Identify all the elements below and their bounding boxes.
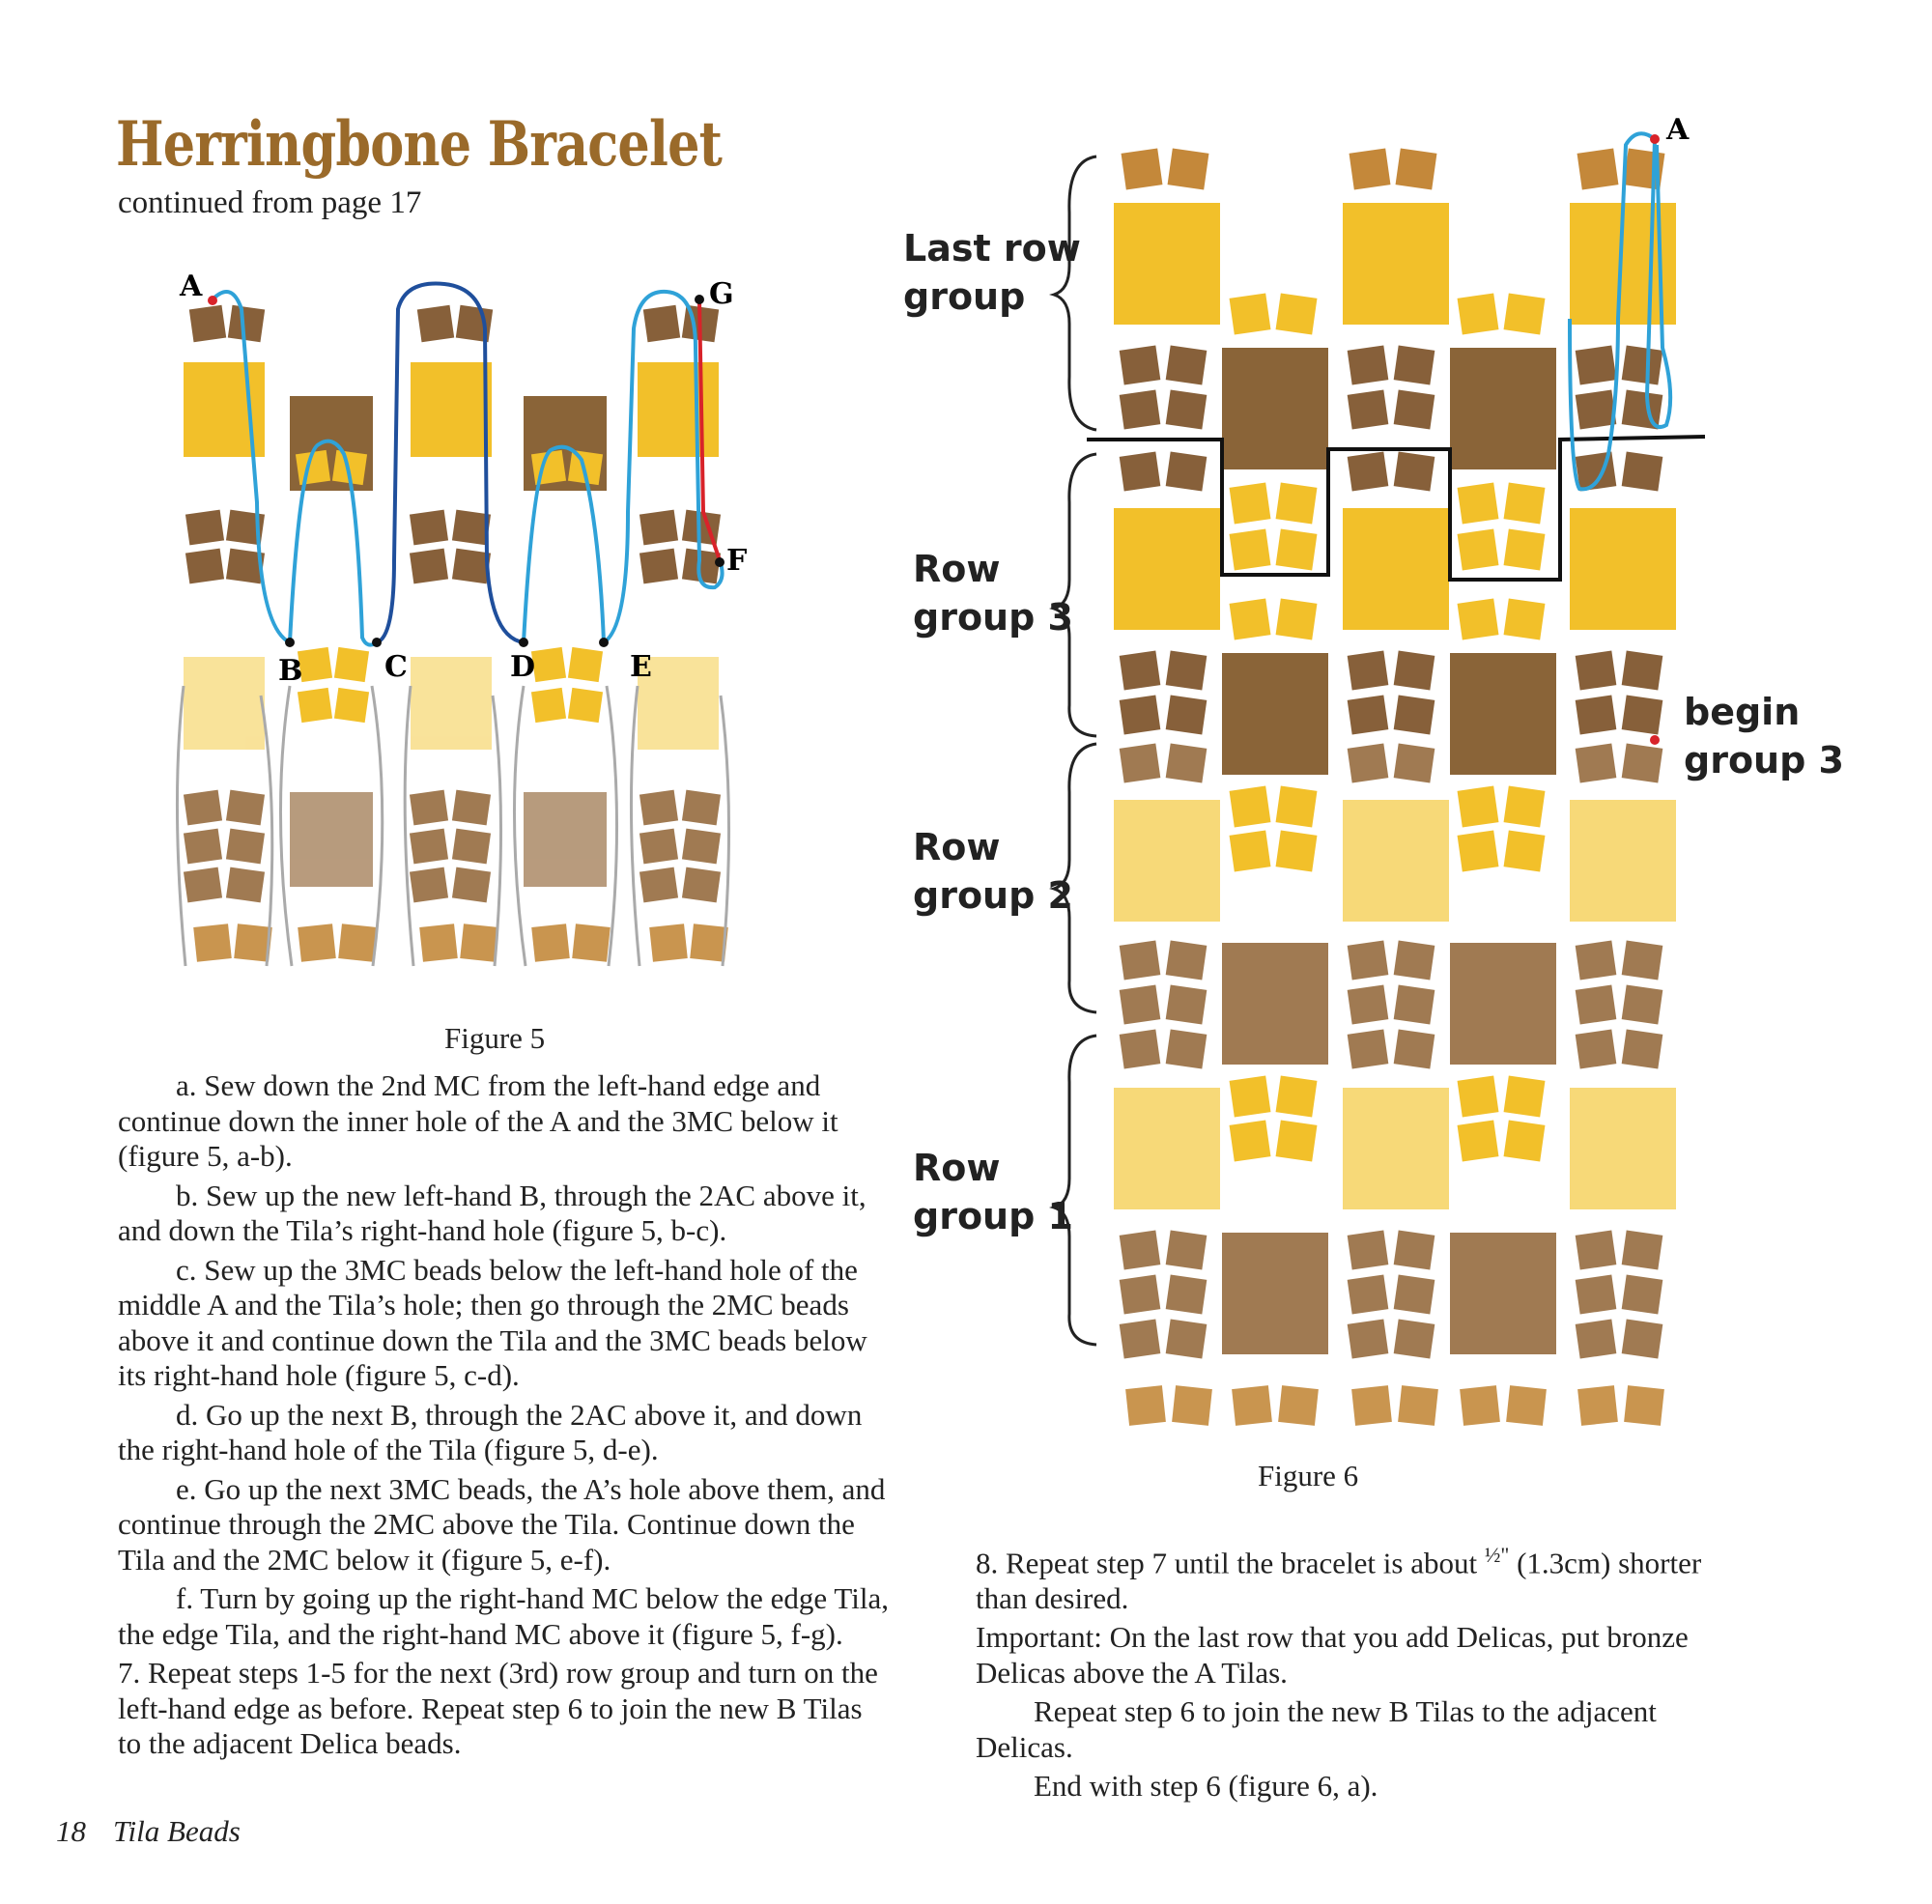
step-a: a. Sew down the 2nd MC from the left-hand edge and continue down the inner hole of the A and the 3MC below it (figure 5, a-b).	[118, 1068, 838, 1173]
figure-5-label-b: B	[278, 654, 303, 688]
figure-5-label-f: F	[726, 544, 748, 578]
step-d: d. Go up the next B, through the 2AC above it, and down the right-hand hole of the Tila (figure 5, d-e).	[118, 1397, 863, 1466]
figure-5-thread-e-f	[604, 292, 723, 642]
figure-5-thread-a-b	[213, 292, 290, 642]
label-begin-group-3-a: begin	[1684, 691, 1801, 733]
figure-5-point-markers	[208, 295, 724, 647]
step-8-prefix: 8. Repeat step 7 until the bracelet is about	[976, 1546, 1485, 1580]
figure-6-diagram	[903, 106, 1844, 1449]
page-number: 18	[56, 1814, 86, 1848]
repeat-step-6: Repeat step 6 to join the new B Tilas to the adjacent Delicas.	[976, 1694, 1657, 1764]
label-row-group-1-a: Row	[913, 1147, 1001, 1189]
page-subtitle: continued from page 17	[118, 185, 422, 220]
figure-6-begin-marker	[1650, 735, 1660, 745]
figure-5-delicas-lower	[184, 790, 721, 903]
figure-5-bronze-bottom	[193, 924, 728, 962]
label-row-group-2-a: Row	[913, 826, 1001, 868]
step-b: b. Sew up the new left-hand B, through the 2AC above it, and down the Tila’s right-hand hole (figure 5, b-c).	[118, 1178, 867, 1247]
step-e: e. Go up the next 3MC beads, the A’s hole above them, and continue through the 2MC above the Tila. Continue down the Tila and the 2MC below it (figure 5, e-f).	[118, 1471, 886, 1577]
label-row-group-1-b: group 1	[913, 1195, 1073, 1237]
step-7: 7. Repeat steps 1-5 for the next (3rd) row group and turn on the left-hand edge as before. Repeat step 6 to join the new B Tilas to the adjacent Delica beads.	[118, 1656, 878, 1760]
figure-5-label-d: D	[510, 650, 536, 684]
figure-6-bronze-bottom	[1125, 1385, 1664, 1426]
label-row-group-3-b: group 3	[913, 596, 1073, 639]
figure-5-beads-faded	[184, 657, 719, 887]
figure-5-diagram	[174, 270, 773, 1005]
figure-5-label-a: A	[180, 270, 203, 303]
important-note: Important: On the last row that you add Delicas, put bronze Delicas above the A Tilas.	[976, 1620, 1689, 1690]
figure-6-label-a: A	[1666, 113, 1690, 147]
step-8-fraction: ½"	[1484, 1543, 1510, 1567]
figure-5-label-c: C	[384, 650, 408, 684]
figure-6-caption: Figure 6	[1258, 1459, 1359, 1492]
figure-6-delicas-bronze-top	[1122, 149, 1665, 190]
step-8-suffix: (1.3cm) shorter than desired.	[976, 1546, 1702, 1615]
figure-5-beads-top	[184, 362, 719, 491]
label-last-row: Last row	[903, 227, 1081, 270]
left-column-text	[118, 1068, 891, 1766]
end-with-step-6: End with step 6 (figure 6, a).	[1034, 1769, 1378, 1804]
label-last-row-group: group	[903, 275, 1026, 318]
figure-5-label-e: E	[630, 650, 652, 684]
step-8	[976, 1538, 1710, 1616]
page-footer	[56, 1814, 268, 1849]
book-title: Tila Beads	[113, 1814, 241, 1848]
label-row-group-2-b: group 2	[913, 874, 1073, 917]
figure-6-point-a-marker	[1650, 134, 1660, 144]
page-title: Herringbone Bracelet	[116, 108, 723, 181]
label-begin-group-3-b: group 3	[1684, 739, 1844, 781]
right-column-text	[976, 1538, 1710, 1808]
figure-6-braces	[1054, 156, 1096, 1345]
figure-5-label-g: G	[709, 277, 734, 311]
figure-5-caption: Figure 5	[444, 1021, 546, 1055]
step-c: c. Sew up the 3MC beads below the left-hand hole of the middle A and the Tila’s hole; then go through the 2MC beads above it and continue down the Tila and the 3MC beads below its right-hand hole (figure 5, c-d).	[118, 1252, 867, 1392]
step-f: f. Turn by going up the right-hand MC below the edge Tila, the edge Tila, and the right-hand MC above it (figure 5, f-g).	[118, 1581, 889, 1651]
label-row-group-3-a: Row	[913, 548, 1001, 590]
